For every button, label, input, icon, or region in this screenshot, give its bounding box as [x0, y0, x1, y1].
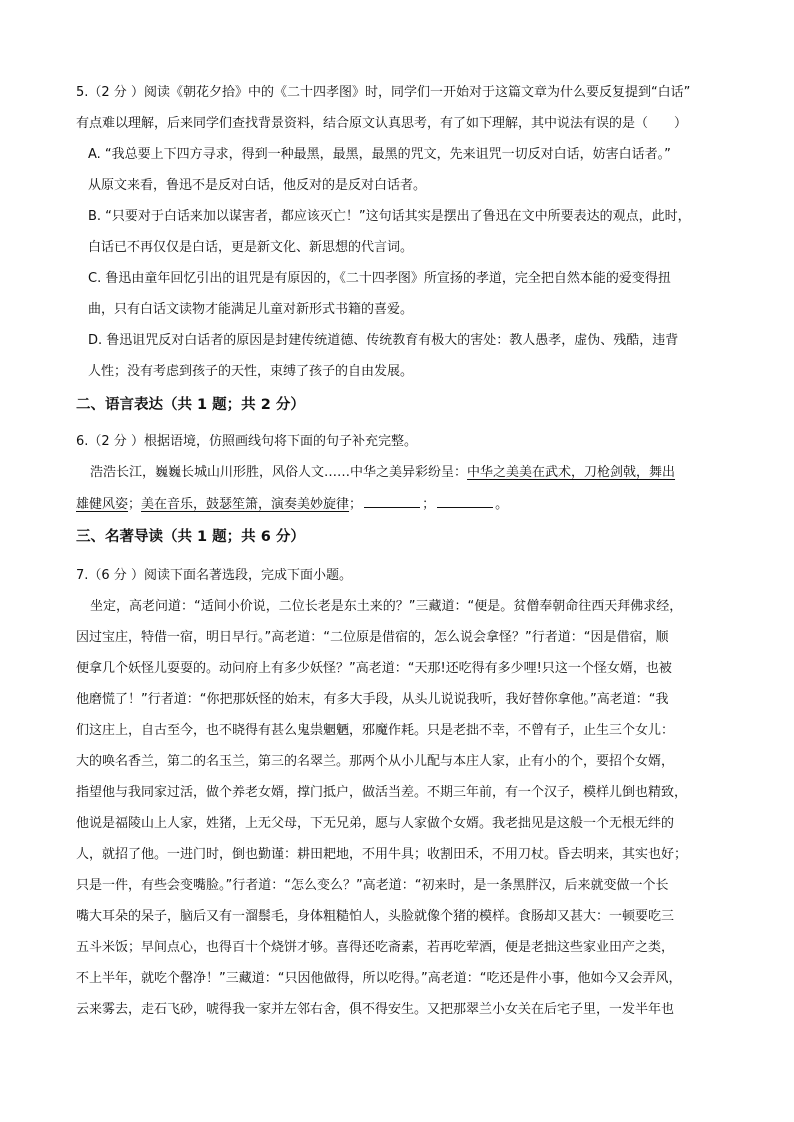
q5-option-b-line-1: B. “只要对于白话来加以谋害者，都应该灭亡！”这句话其实是摆出了鲁迅在文中所要表达的观点，此时， — [88, 209, 691, 224]
q6-answer-blank-1[interactable] — [364, 495, 420, 508]
q7-passage-line: 不上半年，就吃个罄净！”三藏道：“只因他做得，所以吃得。”高老道：“吃还是件小事，他如今又会弄风， — [76, 971, 682, 986]
q7-passage-line: 便拿几个妖怪儿耍耍的。动问府上有多少妖怪？”高老道：“天那!还吃得有多少哩!只这一个怪女婿，也被 — [76, 661, 672, 676]
q6-period: 。 — [495, 497, 509, 512]
q6-underlined-example-2: 美在音乐，鼓瑟笙箫，演奏美妙旋律 — [141, 497, 350, 512]
q7-passage-line: 们这庄上，自古至今，也不晓得有甚么鬼祟魍魉，邪魔作耗。只是老拙不幸，不曾有子，止生三个女儿： — [76, 723, 675, 738]
q6-context-line-2 — [76, 495, 726, 514]
q5-option-a-line-2: 从原文来看，鲁迅不是反对白话，他反对的是反对白话者。 — [88, 178, 427, 193]
q5-option-a-line-1: A. “我总要上下四方寻求，得到一种最黑，最黑，最黑的咒文，先来诅咒一切反对白话，妨害白话者。” — [88, 147, 671, 162]
q6-stem: 6.（2 分 ）根据语境，仿照画线句将下面的句子补充完整。 — [76, 434, 417, 449]
q7-passage-line: 人，就招了他。一进门时，倒也勤谨：耕田耙地，不用牛具；收割田禾，不用刀杖。昏去明来，其实也好； — [76, 847, 688, 862]
q5-option-c-line-2: 曲，只有白话文读物才能满足儿童对新形式书籍的喜爱。 — [88, 302, 414, 317]
q6-separator-2: ； — [349, 497, 363, 512]
q7-passage-line: 只是一件，有些会变嘴脸。”行者道：“怎么变么？”高老道：“初来时，是一条黑胖汉，后来就变做一个长 — [76, 878, 669, 893]
q6-separator: ； — [128, 497, 142, 512]
q6-underlined-example: 中华之美美在武术，刀枪剑戟，舞出 — [467, 465, 676, 480]
q7-passage-line: 因过宝庄，特借一宿，明日早行。”高老道：“二位原是借宿的，怎么说会拿怪？”行者道：“因是借宿，顺 — [76, 630, 669, 645]
q7-passage-line: 他磨慌了！”行者道：“你把那妖怪的始末，有多大手段，从头儿说说我听，我好替你拿他。”高老道：“我 — [76, 692, 669, 707]
q6-context-text: 浩浩长江，巍巍长城山川形胜，风俗人文……中华之美异彩纷呈： — [90, 465, 468, 480]
q5-option-d-line-2: 人性；没有考虑到孩子的天性，束缚了孩子的自由发展。 — [88, 364, 414, 379]
q7-stem: 7.（6 分 ）阅读下面名著选段，完成下面小题。 — [76, 568, 352, 583]
section-heading-classics-reading: 三、名著导读（共 1 题；共 6 分） — [76, 529, 305, 545]
q7-passage-line: 大的唤名香兰，第二的名玉兰，第三的名翠兰。那两个从小儿配与本庄人家，止有小的个，要招个女婿， — [76, 754, 675, 769]
section-heading-language-expression: 二、语言表达（共 1 题；共 2 分） — [76, 397, 305, 413]
q7-passage-line: 嘴大耳朵的呆子，脑后又有一溜鬃毛，身体粗糙怕人，头脸就像个猪的模样。食肠却又甚大：一顿要吃三 — [76, 909, 675, 924]
q7-passage-line: 他说是福陵山上人家，姓猪，上无父母，下无兄弟，愿与人家做个女婿。我老拙见是这般一个无根无绊的 — [76, 816, 675, 831]
q5-option-b-line-2: 白话已不再仅仅是白话，更是新文化、新思想的代言词。 — [88, 240, 414, 255]
q7-passage-line: 云来雾去，走石飞砂，唬得我一家并左邻右舍，俱不得安生。又把那翠兰小女关在后宅子里，一发半年也 — [76, 1002, 675, 1017]
q7-passage-line: 指望他与我同家过活，做个养老女婿，撑门抵户，做活当差。不期三年前，有一个汉子，模样儿倒也精致， — [76, 785, 688, 800]
q5-option-d-line-1: D. 鲁迅诅咒反对白话者的原因是封建传统道德、传统教育有极大的害处：教人愚孝，虚伪、残酷，违背 — [88, 333, 679, 348]
q7-passage-line: 坐定，高老问道：“适间小价说，二位长老是东土来的？”三藏道：“便是。贫僧奉朝命往西天拜佛求经， — [90, 599, 683, 614]
q6-context-line-1 — [90, 464, 726, 482]
q6-underlined-example-end: 雄健风姿 — [76, 497, 129, 512]
q6-separator-3: ； — [422, 497, 436, 512]
q6-answer-blank-2[interactable] — [437, 495, 493, 508]
q5-option-c-line-1: C. 鲁迅由童年回忆引出的诅咒是有原因的，《二十四孝图》所宣扬的孝道，完全把自然本能的爱变得扭 — [88, 271, 671, 286]
q7-passage-line: 五斗米饭；早间点心，也得百十个烧饼才够。喜得还吃斋素，若再吃荤酒，便是老拙这些家业田产之类， — [76, 940, 675, 955]
q5-stem-line-1: 5.（2 分 ）阅读《朝花夕拾》中的《二十四孝图》时，同学们一开始对于这篇文章为什么要反复提到“白话” — [76, 85, 691, 100]
q5-stem-line-2: 有点难以理解，后来同学们查找背景资料，结合原文认真思考，有了如下理解，其中说法有误的是（ ） — [76, 116, 688, 131]
